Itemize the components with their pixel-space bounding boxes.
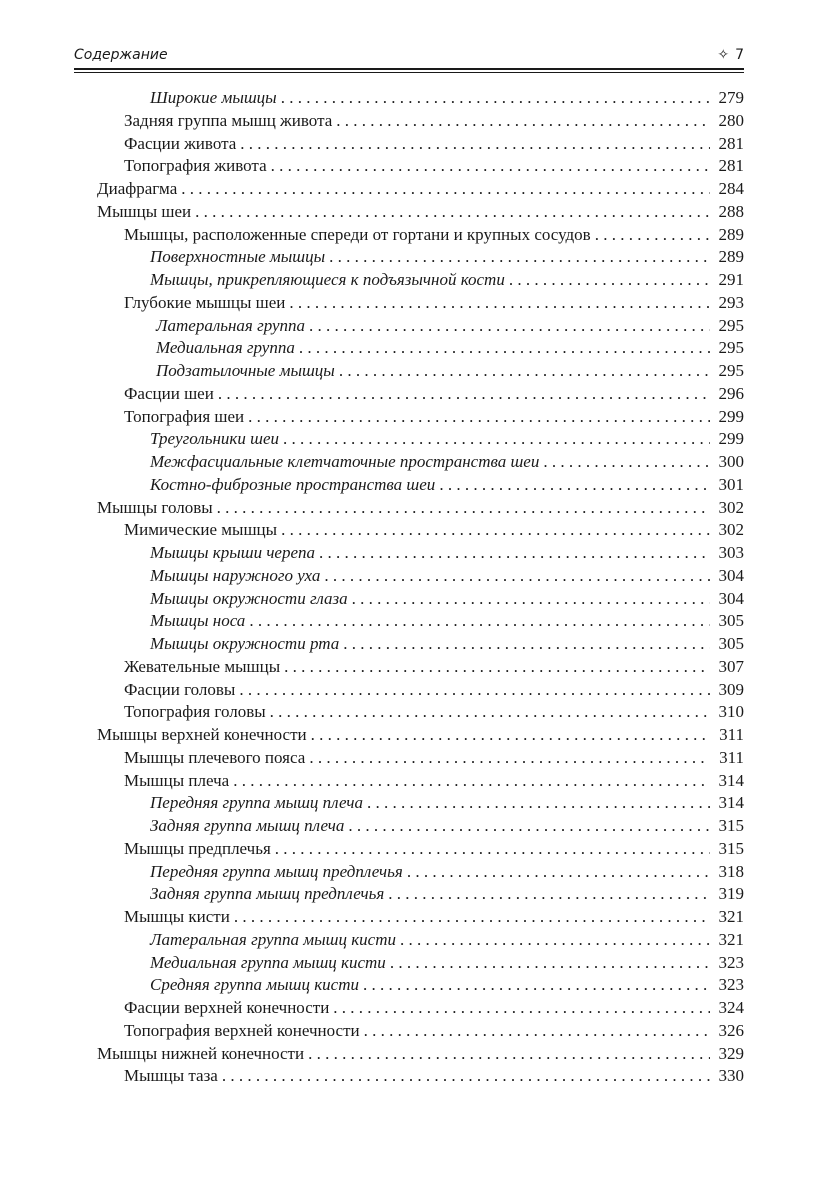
toc-entry-title: Мимические мышцы	[124, 520, 278, 540]
toc-entry-title: Мышцы носа	[150, 611, 246, 631]
toc-entry-page: 326	[718, 1020, 744, 1040]
toc-entry[interactable]	[124, 519, 744, 542]
toc-entry-title: Латеральная группа мышц кисти	[150, 929, 396, 949]
toc-entry[interactable]	[97, 201, 744, 224]
toc-entry-page: 289	[718, 247, 744, 267]
dot-leader	[289, 292, 710, 315]
toc-entry[interactable]	[124, 155, 744, 178]
toc-entry-title: Межфасциальные клетчаточные пространства шеи	[150, 452, 540, 471]
toc-entry-page: 295	[718, 361, 744, 380]
dot-leader	[233, 770, 710, 793]
toc-entry[interactable]	[150, 428, 744, 451]
toc-entry-page: 319	[718, 884, 744, 904]
toc-entry-title: Мышцы головы	[97, 497, 213, 517]
toc-entry-title: Фасции верхней конечности	[124, 998, 330, 1017]
toc-entry-title: Мышцы крыши черепа	[150, 543, 316, 562]
toc-entry[interactable]	[97, 724, 744, 747]
toc-entry-title: Передняя группа мышц плеча	[150, 793, 363, 813]
toc-entry[interactable]	[150, 246, 744, 269]
toc-entry-page: 302	[718, 520, 744, 540]
toc-entry[interactable]	[124, 1020, 744, 1043]
dot-leader	[324, 565, 710, 588]
toc-entry-page: 289	[718, 224, 744, 244]
toc-entry[interactable]	[124, 292, 744, 315]
toc-entry-page: 330	[718, 1066, 744, 1086]
dot-leader	[222, 1065, 710, 1088]
toc-entry-page: 304	[718, 588, 744, 608]
toc-entry-title: Костно-фиброзные пространства шеи	[150, 474, 436, 494]
toc-entry[interactable]	[124, 701, 744, 724]
toc-entry-page: 279	[718, 88, 744, 107]
toc-entry-page: 281	[718, 156, 744, 176]
dot-leader	[407, 861, 710, 884]
toc-entry[interactable]	[150, 952, 744, 975]
dot-leader	[283, 428, 710, 451]
toc-entry[interactable]	[124, 110, 744, 133]
dot-leader	[218, 383, 710, 406]
toc-entry-page: 311	[719, 725, 744, 744]
dot-leader	[388, 883, 710, 906]
toc-entry-title: Мышцы окружности глаза	[150, 588, 348, 608]
toc-entry-title: Мышцы плечевого пояса	[124, 747, 306, 767]
header-rule-thin	[74, 72, 744, 73]
toc-entry[interactable]	[150, 565, 744, 588]
toc-entry[interactable]	[150, 474, 744, 497]
toc-entry[interactable]	[150, 87, 744, 110]
dot-leader	[217, 497, 710, 520]
toc-entry-title: Мышцы верхней конечности	[97, 725, 307, 744]
toc-entry-title: Задняя группа мышц плеча	[150, 816, 345, 835]
toc-entry[interactable]	[124, 406, 744, 429]
toc-entry-title: Мышцы кисти	[124, 907, 230, 926]
dot-leader	[367, 792, 710, 815]
toc-entry[interactable]	[150, 861, 744, 884]
toc-entry[interactable]	[150, 815, 744, 838]
toc-entry-page: 299	[718, 429, 744, 449]
dot-leader	[308, 1043, 710, 1066]
toc-entry-page: 314	[718, 770, 744, 790]
toc-entry[interactable]	[97, 178, 744, 201]
toc-entry-page: 305	[718, 611, 744, 631]
dot-leader	[363, 974, 710, 997]
toc-entry-page: 310	[718, 702, 744, 722]
toc-entry-title: Задняя группа мышц предплечья	[150, 884, 385, 904]
toc-entry-title: Передняя группа мышц предплечья	[150, 861, 403, 881]
dot-leader	[195, 201, 710, 224]
toc-entry-title: Глубокие мышцы шеи	[124, 292, 286, 312]
toc-entry-page: 295	[718, 338, 744, 358]
toc-entry-title: Мышцы плеча	[124, 770, 230, 790]
toc-entry[interactable]	[124, 224, 744, 247]
toc-entry[interactable]	[150, 929, 744, 952]
toc-entry[interactable]	[150, 269, 744, 292]
dot-leader	[309, 315, 710, 338]
toc-entry-title: Топография живота	[124, 156, 267, 176]
toc-entry-page: 293	[718, 292, 744, 312]
toc-entry-title: Мышцы шеи	[97, 201, 192, 221]
dot-leader	[181, 178, 710, 201]
toc-entry-page: 324	[718, 998, 744, 1017]
toc-entry[interactable]	[124, 1065, 744, 1088]
toc-entry[interactable]	[150, 883, 744, 906]
toc-entry-page: 301	[718, 474, 744, 494]
dot-leader	[319, 542, 710, 565]
toc-entry-page: 304	[718, 565, 744, 585]
toc-entry-page: 318	[718, 861, 744, 881]
toc-entry-page: 291	[718, 270, 744, 289]
running-header	[74, 44, 744, 68]
dot-leader	[509, 269, 710, 292]
toc-entry-title: Диафрагма	[97, 179, 178, 198]
toc-entry-title: Мышцы, расположенные спереди от гортани и крупных сосудов	[124, 224, 591, 244]
dot-leader	[400, 929, 710, 952]
toc-entry-title: Мышцы предплечья	[124, 838, 271, 858]
page-number-value: 7	[735, 47, 744, 63]
toc-entry-page: 288	[718, 201, 744, 221]
toc-entry-title: Фасции головы	[124, 679, 236, 699]
dot-leader	[284, 656, 710, 679]
toc-entry-title: Жевательные мышцы	[124, 656, 281, 676]
toc-entry-title: Задняя группа мышц живота	[124, 110, 333, 130]
toc-entry[interactable]	[124, 679, 744, 702]
toc-entry[interactable]	[150, 792, 744, 815]
toc-entry-title: Подзатылочные мышцы	[156, 361, 335, 380]
toc-entry[interactable]	[124, 906, 744, 929]
header-rule-thick	[74, 68, 744, 70]
toc-entry[interactable]	[150, 542, 744, 565]
dot-leader	[543, 451, 710, 474]
toc-entry[interactable]	[150, 610, 744, 633]
dot-leader	[281, 87, 710, 110]
dot-leader	[234, 906, 710, 929]
dot-leader	[333, 997, 710, 1020]
toc-entry-page: 314	[718, 793, 744, 813]
toc-entry[interactable]	[124, 838, 744, 861]
toc-entry[interactable]	[124, 656, 744, 679]
dot-leader	[275, 838, 710, 861]
dot-leader	[309, 747, 710, 770]
toc-entry-page: 321	[718, 929, 744, 949]
toc-entry[interactable]	[124, 383, 744, 406]
toc-entry-page: 295	[718, 315, 744, 335]
page-number	[717, 47, 744, 63]
ornament-icon: ✧	[717, 47, 730, 63]
toc-entry-page: 309	[718, 679, 744, 699]
toc-entry-page: 307	[718, 656, 744, 676]
dot-leader	[249, 610, 710, 633]
toc-entry[interactable]	[124, 770, 744, 793]
toc-entry-title: Фасции шеи	[124, 383, 214, 403]
toc-entry-page: 299	[718, 406, 744, 426]
toc-entry-page: 296	[718, 383, 744, 403]
toc-entry-page: 323	[718, 975, 744, 995]
toc-entry[interactable]	[150, 588, 744, 611]
dot-leader	[270, 701, 710, 724]
toc-entry-page: 284	[718, 179, 744, 198]
toc-entry-title: Треугольники шеи	[150, 429, 279, 449]
dot-leader	[311, 724, 710, 747]
toc-entry-title: Латеральная группа	[156, 315, 306, 335]
toc-entry-title: Топография шеи	[124, 406, 245, 426]
dot-leader	[248, 406, 710, 429]
running-header-title: Содержание	[74, 47, 168, 63]
toc-entry-title: Мышцы нижней конечности	[97, 1043, 305, 1063]
toc-entry-title: Топография верхней конечности	[124, 1020, 360, 1040]
toc-entry-title: Топография головы	[124, 702, 266, 722]
toc-entry[interactable]	[150, 974, 744, 997]
dot-leader	[348, 815, 710, 838]
toc-entry-page: 329	[718, 1043, 744, 1063]
dot-leader	[329, 246, 710, 269]
dot-leader	[439, 474, 710, 497]
toc-entry[interactable]	[124, 747, 744, 770]
dot-leader	[299, 337, 710, 360]
toc-entry[interactable]	[97, 1043, 744, 1066]
toc-entry[interactable]	[124, 133, 744, 156]
toc-entry-title: Мышцы наружного уха	[150, 565, 321, 585]
dot-leader	[271, 155, 710, 178]
toc-entry-page: 315	[718, 816, 744, 835]
dot-leader	[352, 588, 710, 611]
toc-entry[interactable]	[156, 315, 744, 338]
toc-entry-title: Медиальная группа мышц кисти	[150, 952, 386, 972]
toc-entry-page: 311	[719, 747, 744, 767]
toc-entry[interactable]	[150, 633, 744, 656]
dot-leader	[390, 952, 710, 975]
toc-entry-page: 281	[718, 133, 744, 153]
dot-leader	[364, 1020, 710, 1043]
toc-entry[interactable]	[97, 497, 744, 520]
dot-leader	[239, 679, 710, 702]
toc-entry-title: Мышцы, прикрепляющиеся к подъязычной кости	[150, 270, 505, 289]
toc-entry-title: Поверхностные мышцы	[150, 247, 326, 267]
toc-entry-page: 315	[718, 838, 744, 858]
toc-entry-title: Средняя группа мышц кисти	[150, 975, 359, 995]
toc-entry-title: Мышцы окружности рта	[150, 634, 340, 653]
toc-entry-page: 305	[718, 634, 744, 653]
dot-leader	[336, 110, 710, 133]
dot-leader	[595, 224, 710, 247]
dot-leader	[343, 633, 710, 656]
dot-leader	[339, 360, 710, 383]
toc-entry[interactable]	[156, 360, 744, 383]
toc-entry-title: Широкие мышцы	[150, 88, 277, 107]
toc-entry-page: 300	[718, 452, 744, 471]
toc-entry-page: 323	[718, 952, 744, 972]
toc-entry[interactable]	[124, 997, 744, 1020]
toc-entry-title: Медиальная группа	[156, 338, 295, 358]
toc-entry-title: Фасции живота	[124, 133, 237, 153]
toc-entry-page: 302	[718, 497, 744, 517]
toc-entry[interactable]	[156, 337, 744, 360]
toc-entry[interactable]	[150, 451, 744, 474]
toc-entry-page: 303	[718, 543, 744, 562]
dot-leader	[281, 519, 710, 542]
toc-entry-title: Мышцы таза	[124, 1066, 218, 1086]
dot-leader	[240, 133, 710, 156]
toc-entry-page: 321	[718, 907, 744, 926]
toc-entry-page: 280	[718, 110, 744, 130]
